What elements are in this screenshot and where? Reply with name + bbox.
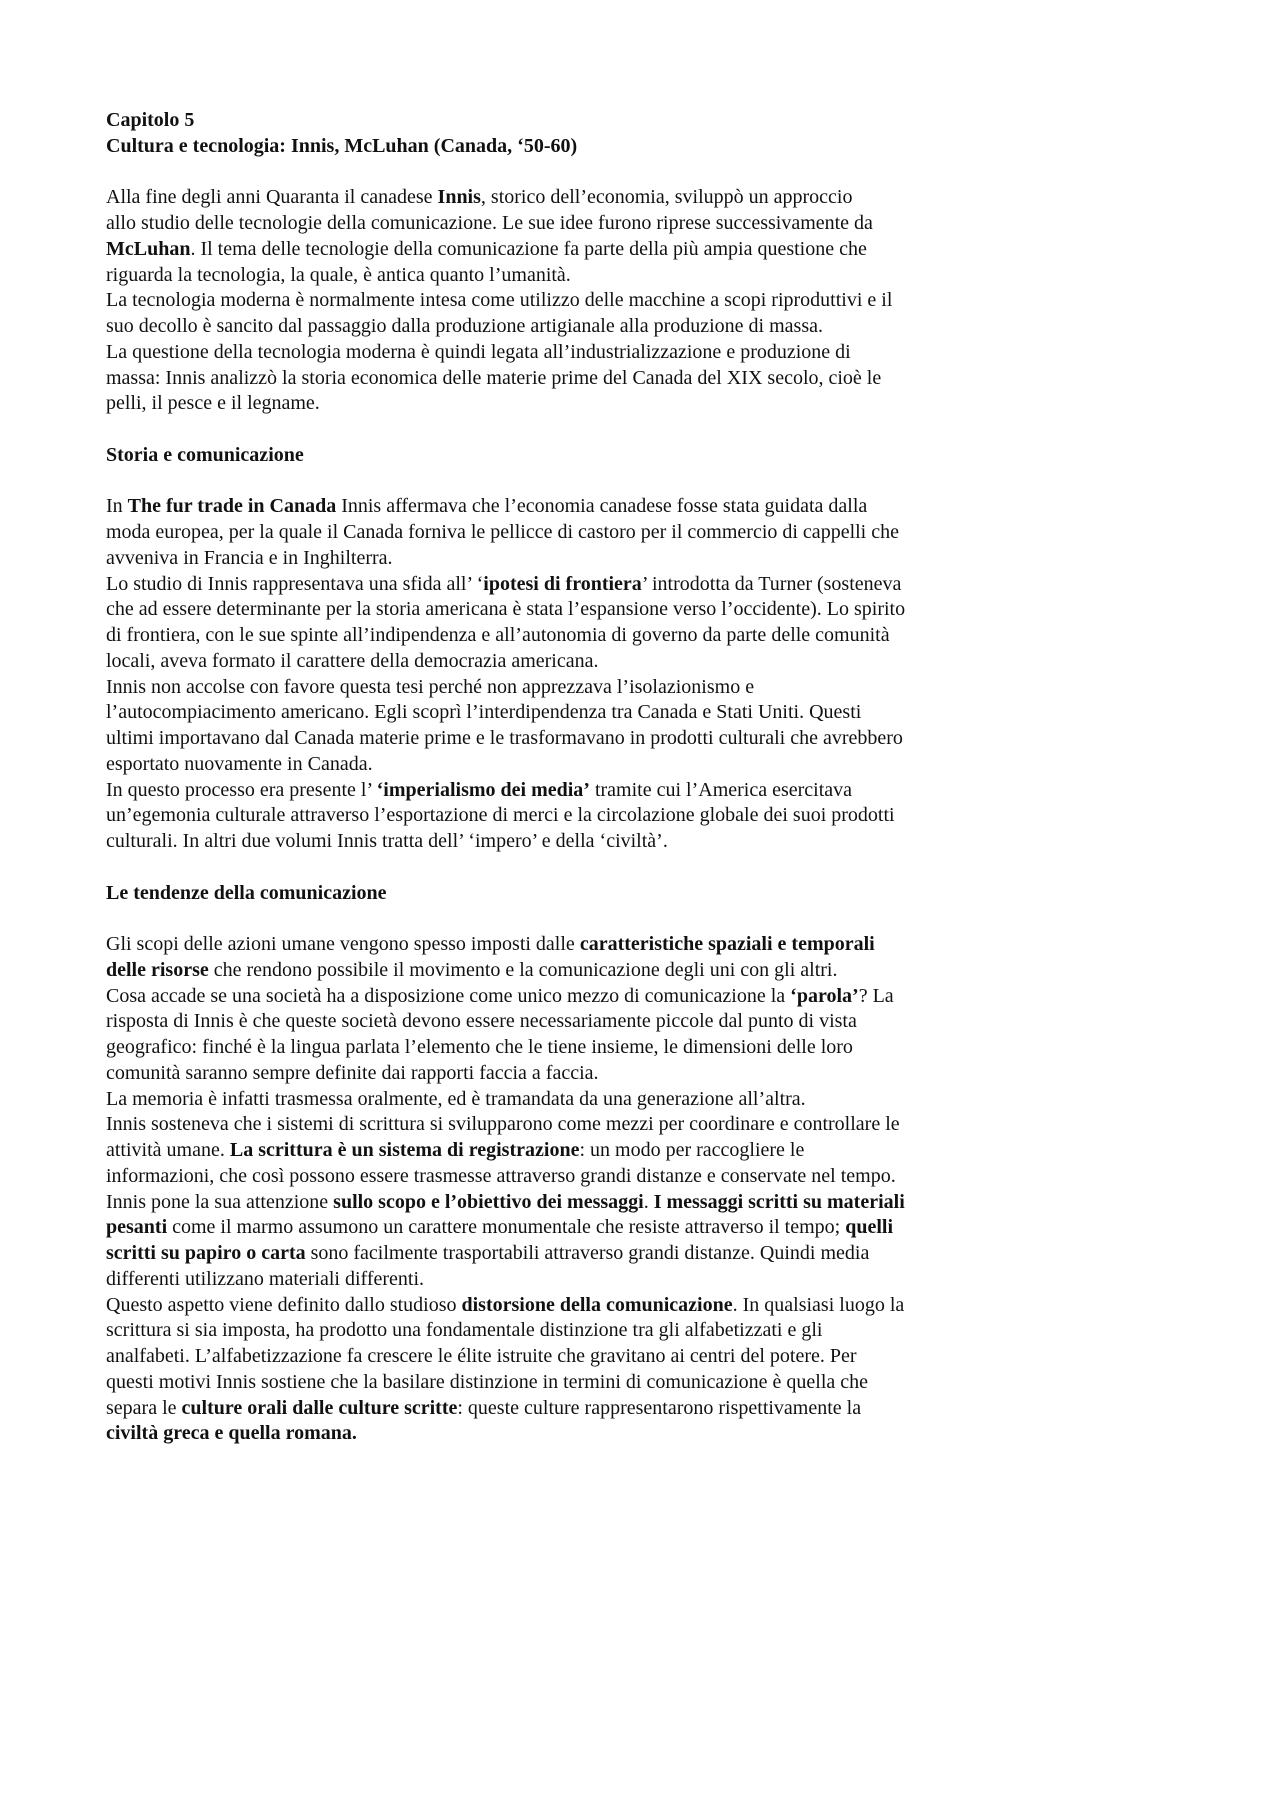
- text-line: [106, 1318, 905, 1344]
- text-run: massa: Innis analizzò la storia economica delle materie prime del Canada del XIX secolo, cioè le: [106, 366, 882, 389]
- bold-text: I messaggi scritti su materiali: [653, 1190, 905, 1213]
- text-run: ’ introdotta da Turner (sosteneva: [641, 572, 902, 595]
- bold-text: ‘parola’: [790, 984, 859, 1007]
- text-line: [106, 1061, 905, 1087]
- text-line: [106, 108, 905, 134]
- bold-text: distorsione della comunicazione: [461, 1293, 733, 1316]
- text-line: [106, 700, 905, 726]
- bold-text: ‘imperialismo dei media’: [376, 778, 590, 801]
- text-run: Innis non accolse con favore questa tesi perché non apprezzava l’isolazionismo e: [106, 675, 755, 698]
- text-line: [106, 1215, 905, 1241]
- text-line: [106, 649, 905, 675]
- text-run: ultimi importavano dal Canada materie prime e le trasformavano in prodotti culturali che avrebbero: [106, 727, 903, 749]
- text-line: [106, 546, 905, 572]
- bold-text: pesanti: [106, 1216, 168, 1239]
- text-run: Innis affermava che l’economia canadese fosse stata guidata dalla: [336, 495, 868, 518]
- text-run: esportato nuovamente in Canada.: [106, 752, 373, 775]
- text-line: [106, 1396, 905, 1422]
- text-run: locali, aveva formato il carattere della democrazia americana.: [106, 649, 599, 672]
- text-run: : queste culture rappresentarono rispettivamente la: [457, 1396, 862, 1419]
- bold-text: culture orali dalle culture scritte: [181, 1396, 458, 1419]
- text-run: , storico dell’economia, sviluppò un approccio: [480, 186, 853, 209]
- text-run: risposta di Innis è che queste società devono essere necessariamente piccole dal punto di vista: [106, 1010, 857, 1033]
- text-run: questi motivi Innis sostiene che la basilare distinzione in termini di comunicazione è quella che: [106, 1370, 869, 1393]
- text-run: Innis sosteneva che i sistemi di scrittura si svilupparono come mezzi per coordinare e controllare le: [106, 1113, 900, 1136]
- text-run: che rendono possibile il movimento e la comunicazione degli uni con gli altri.: [208, 958, 838, 981]
- bold-text: La scrittura è un sistema di registrazione: [229, 1139, 580, 1161]
- text-run: attività umane.: [106, 1139, 230, 1161]
- text-run: La questione della tecnologia moderna è quindi legata all’industrializzazione e produzione di: [106, 340, 851, 363]
- text-run: . Il tema delle tecnologie della comunicazione fa parte della più ampia questione che: [190, 237, 867, 260]
- bold-text: Capitolo 5: [106, 109, 195, 131]
- text-run: La tecnologia moderna è normalmente intesa come utilizzo delle macchine a scopi riproduttivi e il: [106, 289, 893, 312]
- text-run: pelli, il pesce e il legname.: [106, 392, 320, 415]
- text-run: Gli scopi delle azioni umane vengono spesso imposti dalle: [106, 933, 580, 955]
- text-run: l’autocompiacimento americano. Egli scoprì l’interdipendenza tra Canada e Stati Uniti. Questi: [106, 701, 862, 724]
- text-run: Alla fine degli anni Quaranta il canadese: [106, 186, 438, 209]
- text-run: La memoria è infatti trasmessa oralmente, ed è tramandata da una generazione all’altra.: [106, 1087, 806, 1110]
- bold-text: The fur trade in Canada: [127, 495, 337, 518]
- text-line: [106, 237, 905, 263]
- text-line: [106, 160, 905, 186]
- bold-text: McLuhan: [106, 237, 191, 260]
- bold-text: sullo scopo e l’obiettivo dei messaggi: [333, 1190, 644, 1213]
- text-line: [106, 1421, 905, 1447]
- text-line: [106, 932, 905, 958]
- text-line: [106, 984, 905, 1010]
- text-run: : un modo per raccogliere le: [579, 1139, 805, 1161]
- text-line: [106, 803, 905, 829]
- text-line: [106, 1241, 905, 1267]
- text-run: moda europea, per la quale il Canada forniva le pellicce di castoro per il commercio di cappelli che: [106, 521, 899, 543]
- text-line: [106, 906, 905, 932]
- text-line: [106, 134, 905, 160]
- text-line: [106, 263, 905, 289]
- text-line: [106, 855, 905, 881]
- text-line: [106, 1267, 905, 1293]
- text-run: un’egemonia culturale attraverso l’esportazione di merci e la circolazione globale dei suoi prodotti: [106, 804, 895, 827]
- text-line: [106, 494, 905, 520]
- text-line: [106, 1164, 905, 1190]
- text-run: informazioni, che così possono essere trasmesse attraverso grandi distanze e conservate nel tempo.: [106, 1164, 896, 1187]
- bold-text: caratteristiche spaziali e temporali: [579, 933, 875, 955]
- text-line: [106, 340, 905, 366]
- text-line: [106, 597, 905, 623]
- text-line: [106, 1344, 905, 1370]
- text-run: come il marmo assumono un carattere monumentale che resiste attraverso il tempo;: [167, 1216, 846, 1239]
- text-line: [106, 623, 905, 649]
- text-line: [106, 185, 905, 211]
- text-run: Questo aspetto viene definito dallo studioso: [106, 1293, 462, 1316]
- text-run: avveniva in Francia e in Inghilterra.: [106, 546, 393, 569]
- text-run: .: [643, 1190, 654, 1213]
- text-line: [106, 1087, 905, 1113]
- text-line: [106, 520, 905, 546]
- bold-text: civiltà greca e quella romana.: [106, 1422, 357, 1445]
- text-line: [106, 417, 905, 443]
- text-line: [106, 443, 905, 469]
- text-run: di frontiera, con le sue spinte all’indipendenza e all’autonomia di governo da parte delle comunità: [106, 624, 890, 646]
- text-run: allo studio delle tecnologie della comunicazione. Le sue idee furono riprese successivamente da: [106, 212, 873, 234]
- text-run: ? La: [858, 984, 894, 1007]
- bold-text: Le tendenze della comunicazione: [106, 881, 387, 904]
- text-line: [106, 1190, 905, 1216]
- text-line: [106, 726, 905, 752]
- text-run: Innis pone la sua attenzione: [106, 1190, 334, 1213]
- bold-text: ipotesi di frontiera: [483, 572, 642, 595]
- text-run: che ad essere determinante per la storia americana è stata l’espansione verso l’occidente). Lo spirito: [106, 598, 906, 621]
- text-line: [106, 1293, 905, 1319]
- text-run: differenti utilizzano materiali differenti.: [106, 1267, 425, 1290]
- bold-text: quelli: [845, 1216, 894, 1239]
- text-run: riguarda la tecnologia, la quale, è antica quanto l’umanità.: [106, 263, 571, 286]
- text-line: [106, 752, 905, 778]
- text-run: sono facilmente trasportabili attraverso grandi distanze. Quindi media: [305, 1242, 870, 1264]
- text-line: [106, 675, 905, 701]
- text-line: [106, 1138, 905, 1164]
- text-line: [106, 1009, 905, 1035]
- text-line: [106, 314, 905, 340]
- text-line: [106, 958, 905, 984]
- text-line: [106, 366, 905, 392]
- document-page: [106, 108, 905, 1447]
- text-run: tramite cui l’America esercitava: [589, 778, 853, 801]
- text-run: culturali. In altri due volumi Innis tratta dell’ ‘impero’ e della ‘civiltà’.: [106, 830, 668, 852]
- text-run: separa le: [106, 1396, 182, 1419]
- text-run: Lo studio di Innis rappresentava una sfida all’ ‘: [106, 572, 484, 595]
- text-line: [106, 572, 905, 598]
- text-run: suo decollo è sancito dal passaggio dalla produzione artigianale alla produzione di massa.: [106, 315, 823, 337]
- bold-text: Innis: [437, 186, 481, 209]
- bold-text: Storia e comunicazione: [106, 443, 304, 466]
- bold-text: delle risorse: [106, 958, 209, 981]
- text-line: [106, 1370, 905, 1396]
- text-line: [106, 391, 905, 417]
- text-run: . In qualsiasi luogo la: [732, 1293, 905, 1316]
- text-line: [106, 288, 905, 314]
- text-line: [106, 881, 905, 907]
- text-line: [106, 1112, 905, 1138]
- text-run: Cosa accade se una società ha a disposizione come unico mezzo di comunicazione la: [106, 984, 791, 1007]
- bold-text: Cultura e tecnologia: Innis, McLuhan (Canada, ‘50-60): [106, 134, 578, 157]
- text-line: [106, 469, 905, 495]
- text-run: In: [106, 495, 128, 518]
- text-line: [106, 778, 905, 804]
- text-line: [106, 211, 905, 237]
- bold-text: scritti su papiro o carta: [106, 1242, 306, 1264]
- text-run: In questo processo era presente l’: [106, 778, 377, 801]
- text-run: comunità saranno sempre definite dai rapporti faccia a faccia.: [106, 1061, 599, 1084]
- text-line: [106, 1035, 905, 1061]
- text-run: analfabeti. L’alfabetizzazione fa crescere le élite istruite che gravitano ai centri del potere. Per: [106, 1345, 857, 1367]
- text-run: geografico: finché è la lingua parlata l’elemento che le tiene insieme, le dimensioni delle loro: [106, 1036, 853, 1058]
- text-line: [106, 829, 905, 855]
- text-run: scrittura si sia imposta, ha prodotto una fondamentale distinzione tra gli alfabetizzati e gli: [106, 1319, 823, 1342]
